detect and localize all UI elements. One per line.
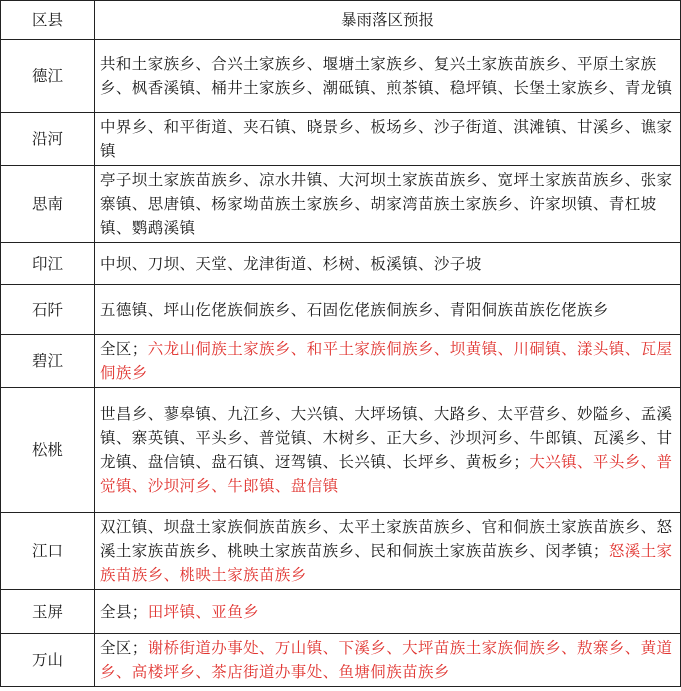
forecast-areas xyxy=(95,590,681,634)
highlighted-area-list: 田坪镇、亚鱼乡 xyxy=(147,602,260,621)
forecast-areas xyxy=(95,513,681,590)
area-list: 亭子坝土家族苗族乡、凉水井镇、大河坝土家族苗族乡、宽坪土家族苗族乡、张家寨镇、思唐镇、杨家坳苗族土家族乡、胡家湾苗族土家族乡、许家坝镇、青杠坡镇、鹦鹉溪镇 xyxy=(100,171,673,237)
forecast-areas xyxy=(95,113,681,166)
table-row xyxy=(1,590,681,634)
forecast-areas xyxy=(95,40,681,113)
highlighted-area-list: 大兴镇、平头乡、普觉镇、沙坝河乡、牛郎镇、盘信镇 xyxy=(100,453,673,495)
county-name: 石阡 xyxy=(1,285,95,335)
table-row xyxy=(1,634,681,687)
forecast-areas xyxy=(95,243,681,285)
area-list: 中界乡、和平街道、夹石镇、晓景乡、板场乡、沙子街道、淇滩镇、甘溪乡、谯家镇 xyxy=(100,118,673,160)
area-list: 中坝、刀坝、天堂、龙津街道、杉树、板溪镇、沙子坡 xyxy=(100,254,482,273)
county-column-header: 区县 xyxy=(1,1,95,40)
county-name: 印江 xyxy=(1,243,95,285)
county-name: 江口 xyxy=(1,513,95,590)
table-row xyxy=(1,243,681,285)
forecast-areas xyxy=(95,285,681,335)
area-column-header: 暴雨落区预报 xyxy=(95,1,681,40)
table-row xyxy=(1,40,681,113)
table-row xyxy=(1,335,681,388)
area-list: 全县； xyxy=(100,602,148,621)
area-list: 双江镇、坝盘土家族侗族苗族乡、太平土家族苗族乡、官和侗族土家族苗族乡、怒溪土家族苗族乡、桃映土家族苗族乡、民和侗族土家族苗族乡、闵孝镇； xyxy=(100,518,673,560)
forecast-areas xyxy=(95,388,681,513)
county-name: 玉屏 xyxy=(1,590,95,634)
table-row xyxy=(1,285,681,335)
table-row xyxy=(1,113,681,166)
county-name: 沿河 xyxy=(1,113,95,166)
table-row xyxy=(1,388,681,513)
forecast-areas xyxy=(95,634,681,687)
county-name: 碧江 xyxy=(1,335,95,388)
county-name: 思南 xyxy=(1,166,95,243)
area-list: 共和土家族乡、合兴土家族乡、堰塘土家族乡、复兴土家族苗族乡、平原土家族乡、枫香溪镇、桶井土家族乡、潮砥镇、煎茶镇、稳坪镇、长堡土家族乡、青龙镇 xyxy=(100,55,673,97)
county-name: 德江 xyxy=(1,40,95,113)
highlighted-area-list: 谢桥街道办事处、万山镇、下溪乡、大坪苗族土家族侗族乡、敖寨乡、黄道乡、高楼坪乡、茶店街道办事处、鱼塘侗族苗族乡 xyxy=(100,639,673,681)
area-list: 全区； xyxy=(100,340,148,358)
county-name: 万山 xyxy=(1,634,95,687)
forecast-areas xyxy=(95,335,681,388)
county-name: 松桃 xyxy=(1,388,95,513)
table-row xyxy=(1,513,681,590)
forecast-areas xyxy=(95,166,681,243)
highlighted-area-list: 怒溪土家族苗族乡、桃映土家族苗族乡 xyxy=(100,542,673,584)
area-list: 世昌乡、蓼皋镇、九江乡、大兴镇、大坪场镇、大路乡、太平营乡、妙隘乡、孟溪镇、寨英镇、平头乡、普觉镇、木树乡、正大乡、沙坝河乡、牛郎镇、瓦溪乡、甘龙镇、盘信镇、盘石镇、迓驾镇、长兴镇、长坪乡、黄板乡； xyxy=(100,405,673,471)
table-row xyxy=(1,166,681,243)
area-list: 五德镇、坪山仡佬族侗族乡、石固仡佬族侗族乡、青阳侗族苗族仡佬族乡 xyxy=(100,300,609,319)
table-header-row xyxy=(1,1,681,40)
area-list: 全区； xyxy=(100,639,148,657)
highlighted-area-list: 六龙山侗族土家族乡、和平土家族侗族乡、坝黄镇、川硐镇、漾头镇、瓦屋侗族乡 xyxy=(100,340,673,382)
